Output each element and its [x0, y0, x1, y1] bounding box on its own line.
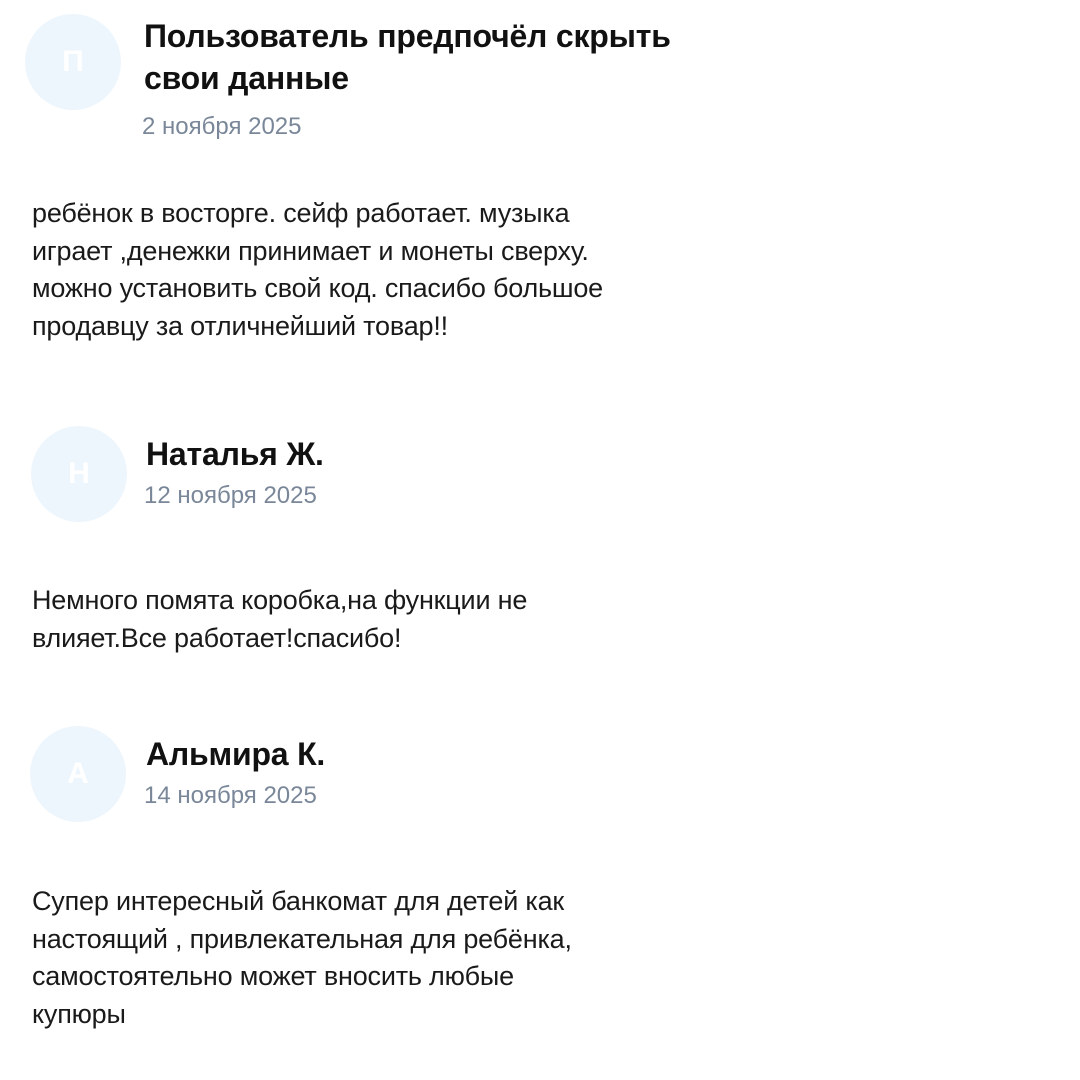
review-text-line: ребёнок в восторге. сейф работает. музыка — [32, 198, 570, 228]
avatar — [25, 14, 121, 110]
author-name: Альмира К. — [146, 736, 326, 772]
review-text-line: Немного помята коробка,на функции не — [32, 585, 528, 615]
review-text-line: настоящий , привлекательная для ребёнка, — [32, 923, 572, 954]
review-text-line: можно установить свой код. спасибо большое — [32, 273, 603, 303]
author-name — [144, 16, 671, 98]
avatar-letter: А — [67, 757, 89, 790]
review-text-line: влияет.Все работает!спасибо! — [32, 622, 402, 653]
review-text-line: купюры — [32, 998, 126, 1029]
avatar — [30, 726, 126, 822]
author-name: Наталья Ж. — [146, 436, 324, 472]
avatar-letter: П — [62, 45, 84, 78]
author-name-line: свои данные — [144, 60, 349, 96]
review-text — [32, 883, 772, 1033]
review-text-line: играет ,денежки принимает и монеты сверху. — [32, 235, 589, 266]
author-name-line: Пользователь предпочёл скрыть — [144, 18, 671, 54]
review-text-line: Супер интересный банкомат для детей как — [32, 886, 565, 916]
avatar-letter: Н — [68, 457, 90, 490]
avatar — [31, 426, 127, 522]
review-text-line: продавцу за отличнейший товар!! — [32, 310, 448, 341]
review-date: 12 ноября 2025 — [144, 482, 317, 509]
review-date: 14 ноября 2025 — [144, 782, 317, 809]
review-date: 2 ноября 2025 — [142, 113, 302, 140]
review-text — [32, 195, 772, 345]
review-text-line: самостоятельно может вносить любые — [32, 961, 514, 991]
review-text — [32, 582, 772, 657]
